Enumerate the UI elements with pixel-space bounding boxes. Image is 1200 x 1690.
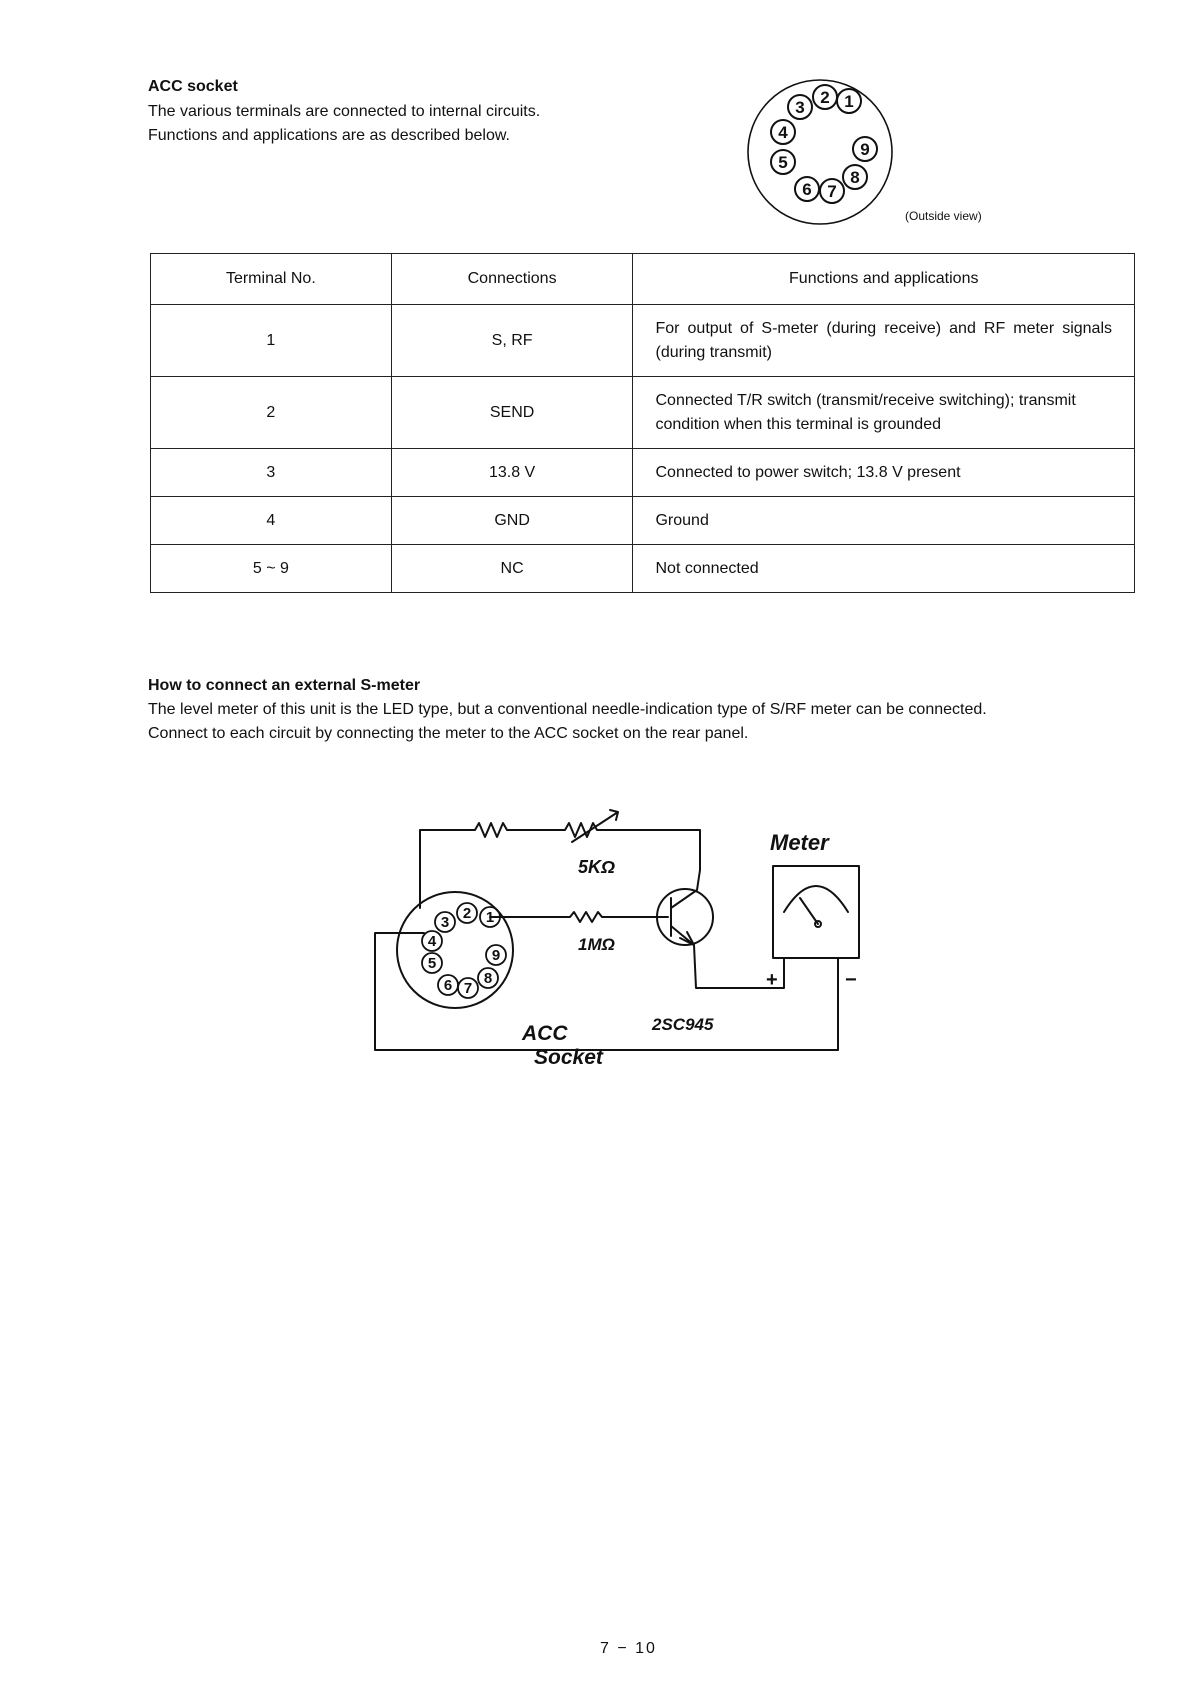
socket-pin-1-label: 1 — [844, 92, 854, 111]
header-functions: Functions and applications — [633, 254, 1135, 305]
base-wire — [490, 912, 668, 922]
acc-socket-outside-view — [745, 77, 895, 227]
cell-terminal: 1 — [151, 305, 392, 377]
acc-intro-line-2: Functions and applications are as described below. — [148, 127, 510, 144]
cell-connection: SEND — [391, 377, 633, 449]
cell-function: Not connected — [633, 545, 1135, 593]
cell-terminal: 2 — [151, 377, 392, 449]
table-header-row — [151, 254, 1135, 305]
socket-pin-9-label: 9 — [491, 947, 501, 964]
cell-function: Connected to power switch; 13.8 V present — [633, 449, 1135, 497]
socket-pin-2-label: 2 — [462, 905, 472, 922]
table-row — [151, 377, 1135, 449]
header-connections: Connections — [391, 254, 633, 305]
socket-pin-1-label: 1 — [485, 909, 495, 926]
top-wire — [420, 823, 700, 908]
transistor-label: 2SC945 — [652, 1015, 714, 1034]
socket-pin-3-label: 3 — [440, 914, 450, 931]
meter-needle — [800, 898, 818, 924]
howto-heading: How to connect an external S-meter — [148, 677, 421, 694]
header-terminal: Terminal No. — [151, 254, 392, 305]
cell-terminal: 3 — [151, 449, 392, 497]
cell-terminal: 5 ~ 9 — [151, 545, 392, 593]
cell-connection: S, RF — [391, 305, 633, 377]
howto-line-1: The level meter of this unit is the LED type, but a conventional needle-indication type of S/RF meter can be connected. — [148, 701, 987, 718]
socket-pin-5-label: 5 — [778, 153, 788, 172]
socket-pin-2-label: 2 — [820, 88, 830, 107]
table-row — [151, 497, 1135, 545]
cell-terminal: 4 — [151, 497, 392, 545]
howto-line-2: Connect to each circuit by connecting the meter to the ACC socket on the rear panel. — [148, 725, 749, 742]
cell-connection: 13.8 V — [391, 449, 633, 497]
socket-pin-6-label: 6 — [443, 977, 453, 994]
socket-pin-7-label: 7 — [827, 182, 837, 201]
howto-text — [148, 698, 1148, 746]
acc-socket-heading: ACC socket — [148, 78, 238, 95]
socket-pin-4-label: 4 — [778, 123, 788, 142]
socket-pin-3-label: 3 — [795, 98, 805, 117]
cell-function: For output of S-meter (during receive) and RF meter signals (during transmit) — [633, 305, 1135, 377]
socket-pin-8-label: 8 — [483, 970, 493, 987]
meter-box — [773, 866, 859, 958]
socket-pin-9-label: 9 — [860, 140, 870, 159]
acc-intro-text — [148, 100, 708, 148]
cell-connection: GND — [391, 497, 633, 545]
meter-plus-label: + — [766, 969, 778, 991]
acc-intro-line-1: The various terminals are connected to internal circuits. — [148, 103, 541, 120]
terminal-table — [150, 253, 1135, 593]
socket-label-acc: ACC — [522, 1022, 568, 1045]
socket-pin-5-label: 5 — [427, 955, 437, 972]
cell-function: Connected T/R switch (transmit/receive switching); transmit condition when this terminal is grounded — [633, 377, 1135, 449]
resistor-label: 1MΩ — [578, 935, 615, 954]
cell-connection: NC — [391, 545, 633, 593]
pot-label: 5KΩ — [578, 857, 616, 877]
page-number: 7 − 10 — [600, 1640, 657, 1657]
socket-label-socket: Socket — [534, 1046, 603, 1069]
socket-pin-4-label: 4 — [427, 933, 437, 950]
meter-minus-label: − — [845, 969, 857, 991]
socket-pin-6-label: 6 — [802, 180, 812, 199]
socket-pin-7-label: 7 — [463, 980, 473, 997]
s-meter-circuit-diagram — [340, 800, 900, 1070]
table-row — [151, 545, 1135, 593]
socket-pin-8-label: 8 — [850, 168, 860, 187]
cell-function: Ground — [633, 497, 1135, 545]
meter-scale-arc — [784, 886, 848, 912]
table-row — [151, 449, 1135, 497]
table-row — [151, 305, 1135, 377]
outside-view-caption: (Outside view) — [905, 209, 982, 223]
meter-label: Meter — [770, 830, 829, 855]
